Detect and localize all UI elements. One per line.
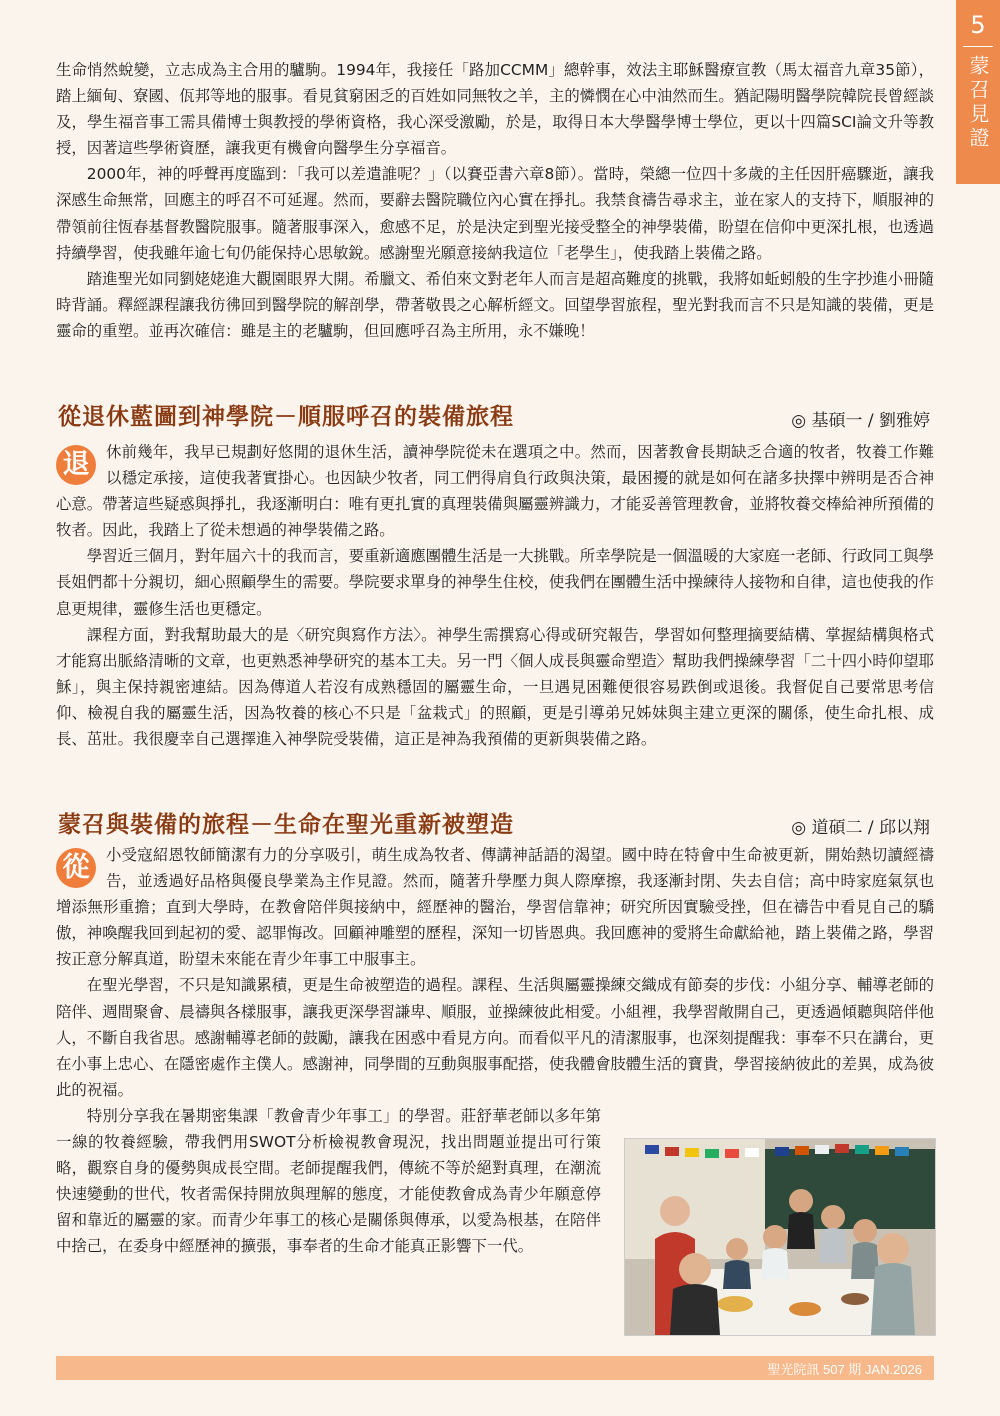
intro-text [56,57,934,344]
tab-divider [963,46,993,47]
section2-title: 蒙召與裝備的旅程－生命在聖光重新被塑造 [58,812,514,838]
section1-title: 從退休藍圖到神學院－順服呼召的裝備旅程 [58,404,514,430]
section1-dropcap: 退 [56,445,96,485]
section2-paragraph-2: 在聖光學習，不只是知識累積，更是生命被塑造的過程。課程、生活與屬靈操練交織成有節奏的步伐：小組分享、輔導老師的陪伴、週間聚會、晨禱與各樣服事，讓我更深學習謙卑、順服，並操練彼此相愛。小組裡，我學習敞開自己，更透過傾聽與陪伴他人，不斷自我省思。感謝輔導老師的鼓勵，讓我在困惑中看見方向。而看似平凡的清潔服事，也深刻提醒我：事奉不只在講台，更在小事上忠心、在隱密處作主僕人。感謝神，同學間的互動與服事配搭，使我體會肢體生活的寶貴，學習接納彼此的差異，成為彼此的祝福。 [56,976,934,1099]
section2-dropcap: 從 [56,848,96,888]
section2-paragraph-3: 特別分享我在暑期密集課「教會青少年事工」的學習。莊舒華老師以多年第一線的牧養經驗，帶我們用SWOT分析檢視教會現況，找出問題並提出可行策略，觀察自身的優勢與成長空間。老師提醒我們，傳統不等於絕對真理，在潮流快速變動的世代，牧者需保持開放與理解的態度，才能使教會成為青少年願意停留和靠近的屬靈的家。而青少年事工的核心是關係與傳承，以愛為根基，在陪伴中捨己，在委身中經歷神的擴張，事奉者的生命才能真正影響下一代。 [56,1106,601,1256]
page-number: 5 [970,11,986,39]
classroom-group-photo [624,1138,936,1336]
intro-paragraph-3: 踏進聖光如同劉姥姥進大觀園眼界大開。希臘文、希伯來文對老年人而言是超高難度的挑戰，我將如蚯蚓般的生字抄進小冊隨時背誦。釋經課程讓我彷彿回到醫學院的解剖學，帶著敬畏之心解析經文。回望學習旅程，聖光對我而言不只是知識的裝備，更是靈命的重塑。並再次確信：雖是主的老驢駒，但回應呼召為主所用，永不嫌晚！ [56,269,934,340]
section-side-label: 蒙召見證 [966,55,990,151]
intro-paragraph-1: 生命悄然蛻變，立志成為主合用的驢駒。1994年，我接任「路加CCMM」總幹事，效法主耶穌醫療宣教（馬太福音九章35節），踏上緬甸、寮國、佤邦等地的服事。看見貧窮困乏的百姓如同無牧之羊，主的憐憫在心中油然而生。猶記陽明醫學院韓院長曾經談及，學生福音事工需具備博士與教授的學術資格，我心深受激勵，於是，取得日本大學醫學博士學位，更以十四篇SCI論文升等教授，因著這些學術資歷，讓我更有機會向醫學生分享福音。 [56,61,934,158]
footer-issue-label: 聖光院訊 507 期 JAN.2026 [767,1362,922,1377]
section1-byline: ◎ 基碩一 / 劉雅婷 [791,411,930,431]
page-number-tab [956,0,1000,184]
section1-paragraph-2: 學習近三個月，對年屆六十的我而言，要重新適應團體生活是一大挑戰。所幸學院是一個溫暖的大家庭一老師、行政同工與學長姐們都十分親切，細心照顧學生的需要。學院要求單身的神學生住校，使我們在團體生活中操練待人接物和自律，這也使我的作息更規律，靈修生活也更穩定。 [56,547,934,618]
section1-paragraph-1 [56,439,934,543]
intro-paragraph-2: 2000年，神的呼聲再度臨到：「我可以差遣誰呢？」（以賽亞書六章8節）。當時，榮總一位四十多歲的主任因肝癌驟逝，讓我深感生命無常，回應主的呼召不可延遲。然而，要辭去醫院職位內心實在掙扎。我禁食禱告尋求主，並在家人的支持下，順服神的帶領前往恆春基督教醫院服事。隨著服事深入，愈感不足，於是決定到聖光接受整全的神學裝備，盼望在信仰中更深扎根，也透過持續學習，使我雖年逾七旬仍能保持心思敏銳。感謝聖光願意接納我這位「老學生」，使我踏上裝備之路。 [56,165,934,262]
section2-paragraph-1 [56,842,934,972]
section1-text [56,439,934,752]
section2-paragraph-1-text: 小受寇紹恩牧師簡潔有力的分享吸引，萌生成為牧者、傳講神話語的渴望。國中時在特會中生命被更新，開始熱切讀經禱告，並透過好品格與優良學業為主作見證。然而，隨著升學壓力與人際摩擦，我逐漸封閉、失去自信；高中時家庭氣氛也增添無形重擔；直到大學時，在教會陪伴與接納中，經歷神的醫治，學習信靠神；研究所因實驗受挫，但在禱告中看見自己的驕傲，神喚醒我回到起初的愛、認罪悔改。回顧神雕塑的歷程，深知一切皆恩典。我回應神的愛將生命獻給祂，踏上裝備之路，學習按正意分解真道，盼望未來能在青少年事工中服事主。 [56,846,934,969]
section1-paragraph-3: 課程方面，對我幫助最大的是〈研究與寫作方法〉。神學生需撰寫心得或研究報告，學習如何整理摘要結構、掌握結構與格式才能寫出脈絡清晰的文章，也更熟悉神學研究的基本工夫。另一門〈個人成長與靈命塑造〉幫助我們操練學習「二十四小時仰望耶穌」，與主保持親密連結。因為傳道人若沒有成熟穩固的屬靈生命，一旦遇見困難便很容易跌倒或退後。我督促自己要常思考信仰、檢視自我的屬靈生活，因為牧養的核心不只是「盆栽式」的照顧，更是引導弟兄姊妹與主建立更深的關係，使生命扎根、成長、茁壯。我很慶幸自己選擇進入神學院受裝備，這正是神為我預備的更新與裝備之路。 [56,625,934,749]
section1-paragraph-1-text: 休前幾年，我早已規劃好悠閒的退休生活，讀神學院從未在選項之中。然而，因著教會長期缺乏合適的牧者，牧養工作難以穩定承接，這使我著實掛心。也因缺少牧者，同工們得肩負行政與決策，最困擾的就是如何在諸多抉擇中辨明是否合神心意。帶著這些疑惑與掙扎，我逐漸明白：唯有更扎實的真理裝備與屬靈辨識力，才能妥善管理教會，並將牧養交棒給神所預備的牧者。因此，我踏上了從未想過的神學裝備之路。 [56,443,934,540]
section2-byline: ◎ 道碩二 / 邱以翔 [791,818,930,838]
